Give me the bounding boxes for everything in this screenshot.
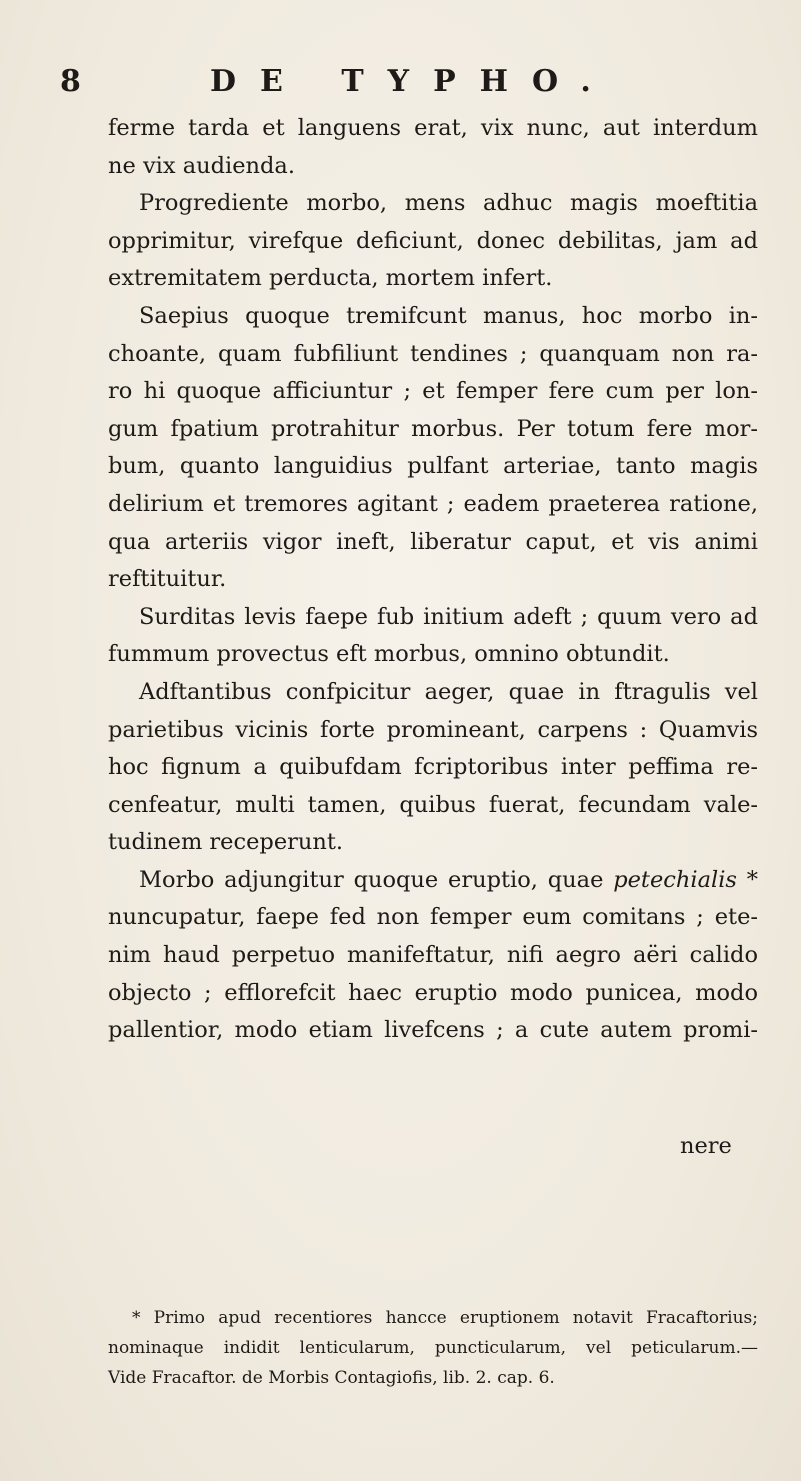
text-line: reftituitur.: [108, 566, 227, 593]
text-line: nim haud perpetuo manifeftatur, nifi aegro aëri calido: [108, 942, 758, 969]
text-line: choante, quam fubfiliunt tendines ; quanquam non ra-: [108, 340, 758, 367]
text-line: gum fpatium protrahitur morbus. Per totum fere mor-: [108, 415, 758, 442]
italic-term: petechialis: [613, 866, 737, 893]
text-line: cenfeatur, multi tamen, quibus fuerat, fecundam vale-: [108, 791, 758, 818]
text-line: qua arteriis vigor ineft, liberatur caput, et vis animi: [108, 528, 758, 555]
page-number: 8: [60, 64, 81, 99]
body-text: [108, 110, 758, 1050]
text-line: pallentior, modo etiam livefcens ; a cute autem promi-: [108, 1017, 758, 1044]
footnote-line: nominaque indidit lenticularum, puncticularum, vel peticularum.—: [108, 1338, 758, 1358]
text-segment: Morbo adjungitur quoque eruptio, quae: [139, 866, 614, 893]
footnote: [108, 1303, 758, 1393]
text-line: Saepius quoque tremifcunt manus, hoc morbo in-: [139, 302, 758, 329]
text-line: bum, quanto languidius pulfant arteriae, tanto magis: [108, 453, 758, 480]
text-line: hoc fignum a quibufdam fcriptoribus inter peffima re-: [108, 754, 758, 781]
text-line-petechialis: [108, 862, 758, 900]
text-line: objecto ; efflorefcit haec eruptio modo punicea, modo: [108, 979, 758, 1006]
text-line: Adftantibus confpicitur aeger, quae in ftragulis vel: [139, 678, 758, 705]
text-line: nuncupatur, faepe fed non femper eum comitans ; ete-: [108, 904, 758, 931]
running-head: DE TYPHO.: [210, 64, 615, 99]
text-line: extremitatem perducta, mortem infert.: [108, 265, 553, 292]
text-line: delirium et tremores agitant ; eadem praeterea ratione,: [108, 490, 758, 517]
text-line: tudinem receperunt.: [108, 829, 344, 856]
text-line: ferme tarda et languens erat, vix nunc, aut interdum: [108, 115, 758, 141]
text-line: parietibus vicinis forte promineant, carpens : Quamvis: [108, 716, 758, 743]
footnote-line: Vide Fracaftor. de Morbis Contagiofis, lib. 2. cap. 6.: [108, 1368, 555, 1388]
footnote-marker: *: [736, 866, 759, 893]
text-line: fummum provectus eft morbus, omnino obtundit.: [108, 641, 670, 668]
text-line: ne vix audienda.: [108, 152, 295, 179]
footnote-line: * Primo apud recentiores hancce eruptionem notavit Fracaftorius;: [132, 1308, 758, 1328]
text-line: opprimitur, virefque deficiunt, donec debilitas, jam ad: [108, 227, 758, 254]
catchword: nere: [680, 1133, 732, 1159]
text-line: ro hi quoque afficiuntur ; et femper fere cum per lon-: [108, 378, 758, 405]
page-header: [60, 64, 750, 104]
text-line: Surditas levis faepe fub initium adeft ; quum vero ad: [139, 603, 758, 630]
text-line: Progrediente morbo, mens adhuc magis moeftitia: [139, 190, 758, 217]
